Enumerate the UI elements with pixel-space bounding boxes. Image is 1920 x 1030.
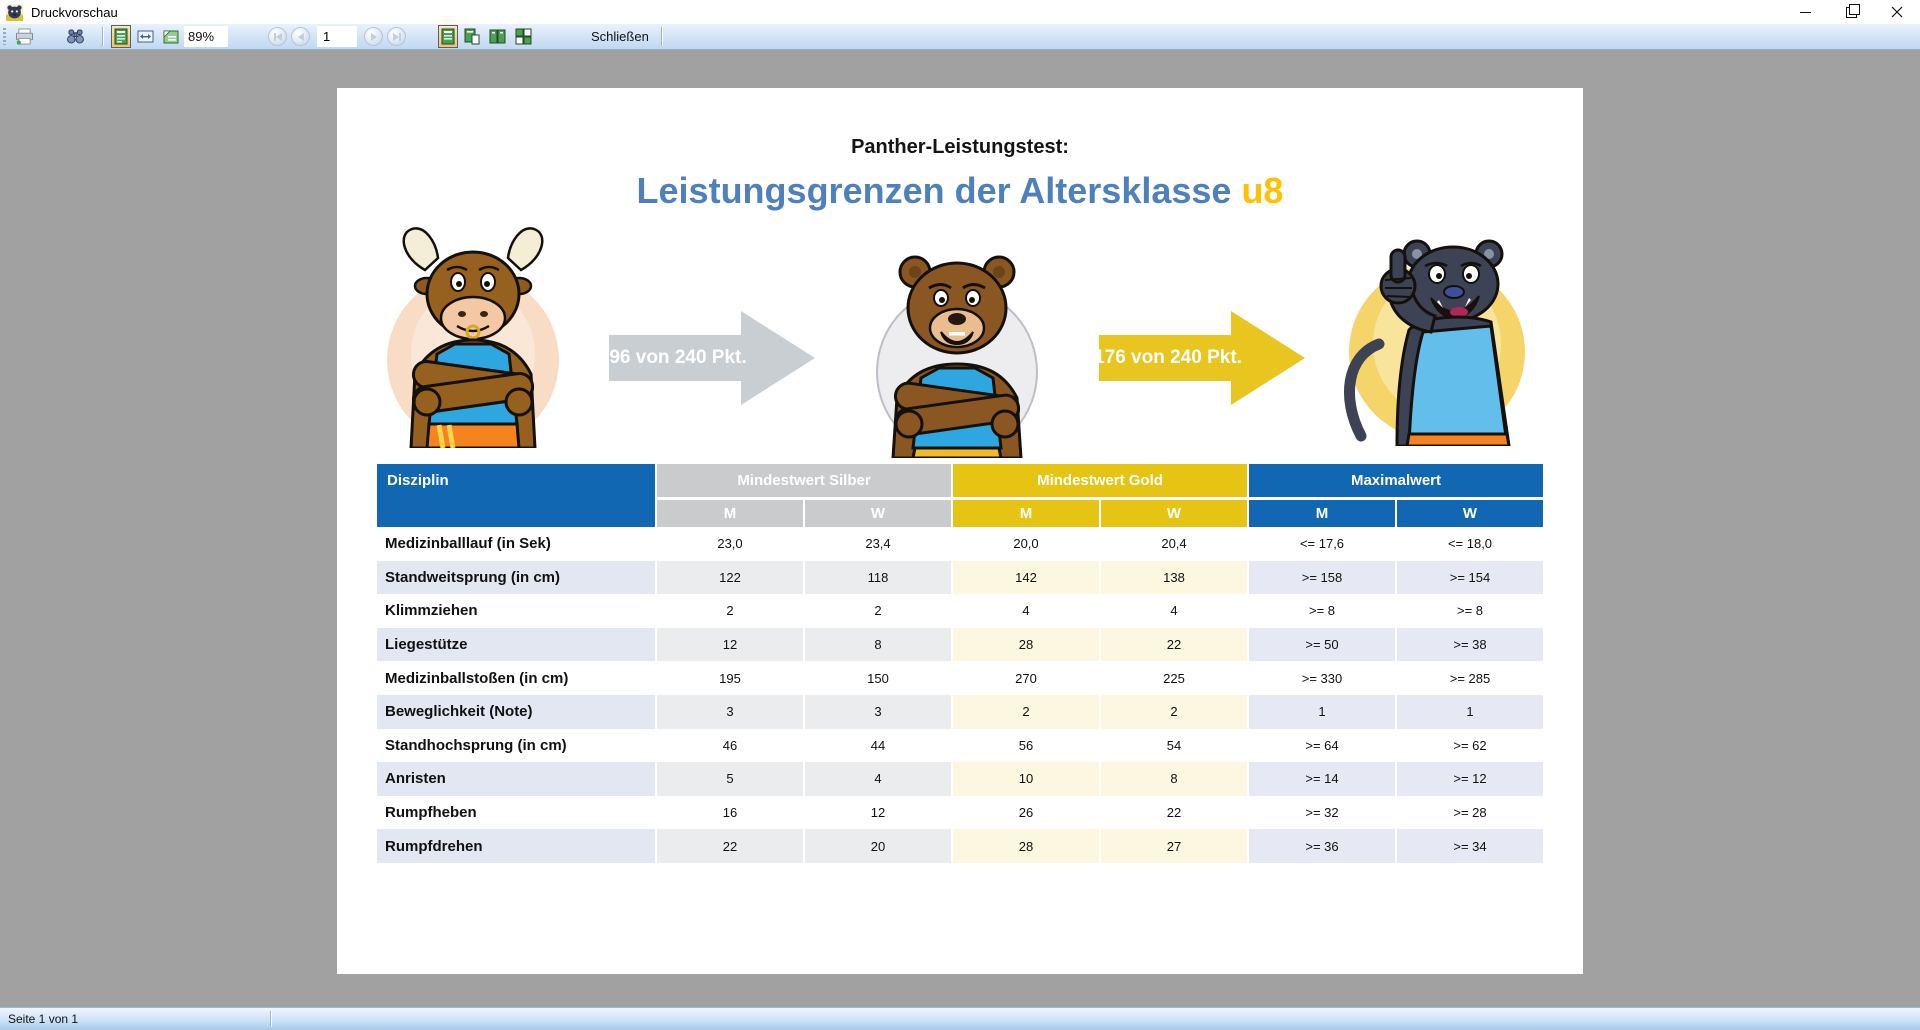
whole-page-icon bbox=[114, 28, 128, 45]
document-title bbox=[337, 170, 1583, 212]
caption-buttons bbox=[1782, 0, 1920, 24]
value-cell: 270 bbox=[1015, 670, 1037, 686]
find-button[interactable] bbox=[63, 25, 88, 48]
value-cell: 138 bbox=[1101, 561, 1247, 595]
value-cell: 8 bbox=[1101, 762, 1247, 796]
value-cell: 26 bbox=[1018, 805, 1034, 821]
bull-mascot bbox=[385, 222, 565, 448]
value-cell: 122 bbox=[657, 561, 803, 595]
value-cell: >= 38 bbox=[1397, 628, 1543, 662]
app-panther-icon bbox=[6, 4, 23, 21]
value-cell: 4 bbox=[1170, 603, 1178, 619]
value-cell: >= 8 bbox=[1308, 603, 1336, 619]
previous-page-icon bbox=[298, 33, 304, 41]
value-cell: 2 bbox=[953, 695, 1099, 729]
table-row bbox=[377, 628, 1543, 662]
value-cell: 1 bbox=[1249, 695, 1395, 729]
next-page-icon bbox=[371, 33, 377, 41]
value-cell: 56 bbox=[1018, 737, 1034, 753]
value-cell: 150 bbox=[867, 670, 889, 686]
value-cell: 23,0 bbox=[717, 536, 743, 552]
value-cell: >= 8 bbox=[1456, 603, 1484, 619]
value-cell: 118 bbox=[805, 561, 951, 595]
next-page-button[interactable] bbox=[364, 27, 383, 46]
last-page-button[interactable] bbox=[387, 27, 406, 46]
value-cell: 3 bbox=[805, 695, 951, 729]
age-class-label: u8 bbox=[1241, 170, 1284, 211]
restore-button[interactable] bbox=[1828, 0, 1874, 24]
table-row bbox=[377, 762, 1543, 796]
value-cell: >= 154 bbox=[1397, 561, 1543, 595]
value-cell: >= 32 bbox=[1305, 805, 1339, 821]
performance-table bbox=[377, 464, 1543, 863]
table-row bbox=[377, 661, 1543, 695]
document-page bbox=[337, 88, 1583, 974]
value-cell: 44 bbox=[870, 737, 886, 753]
layout-four-pages-button[interactable] bbox=[512, 25, 535, 48]
subheader-silver-m: M bbox=[657, 500, 803, 527]
group-header-max: Maximalwert bbox=[1249, 464, 1543, 497]
value-cell: 225 bbox=[1163, 670, 1185, 686]
subheader-gold-m: M bbox=[953, 500, 1099, 527]
group-header-gold: Mindestwert Gold bbox=[953, 464, 1247, 497]
discipline-cell: Medizinballlauf (in Sek) bbox=[385, 535, 551, 553]
value-cell: 2 bbox=[726, 603, 734, 619]
last-page-icon-bar bbox=[399, 33, 401, 41]
table-row bbox=[377, 729, 1543, 763]
facing-pages-icon bbox=[489, 28, 506, 45]
panther-mascot bbox=[1313, 236, 1541, 446]
two-pages-icon bbox=[464, 28, 480, 45]
titlebar bbox=[0, 0, 1920, 24]
page-status: Seite 1 von 1 bbox=[8, 1012, 79, 1026]
value-cell: 20,4 bbox=[1161, 536, 1187, 552]
table-row bbox=[377, 796, 1543, 830]
minimize-button[interactable] bbox=[1782, 0, 1828, 24]
group-header-silver: Mindestwert Silber bbox=[657, 464, 951, 497]
value-cell: 22 bbox=[1101, 628, 1247, 662]
value-cell: 20,0 bbox=[1013, 536, 1039, 552]
statusbar-separator bbox=[270, 1011, 271, 1027]
value-cell: 20 bbox=[805, 829, 951, 863]
value-cell: <= 18,0 bbox=[1447, 536, 1493, 552]
table-row bbox=[377, 829, 1543, 863]
value-cell: 12 bbox=[657, 628, 803, 662]
zoom-page-width-button[interactable] bbox=[134, 25, 157, 48]
value-cell: >= 64 bbox=[1305, 737, 1339, 753]
zoom-custom-button[interactable] bbox=[160, 25, 182, 48]
discipline-cell: Beweglichkeit (Note) bbox=[377, 695, 655, 729]
binoculars-icon bbox=[66, 29, 85, 44]
silver-arrow-label: 96 von 240 Pkt. bbox=[609, 347, 747, 368]
value-cell: 8 bbox=[805, 628, 951, 662]
discipline-cell: Rumpfheben bbox=[385, 804, 477, 822]
document-subtitle: Panther-Leistungstest: bbox=[851, 136, 1069, 158]
toolbar bbox=[0, 24, 1920, 50]
value-cell: >= 50 bbox=[1249, 628, 1395, 662]
value-cell: <= 17,6 bbox=[1299, 536, 1345, 552]
value-cell: 4 bbox=[805, 762, 951, 796]
gold-arrow-label: 176 von 240 Pkt. bbox=[1094, 347, 1242, 368]
value-cell: 2 bbox=[874, 603, 882, 619]
toolbar-separator bbox=[102, 27, 103, 46]
window-title: Druckvorschau bbox=[31, 4, 118, 20]
value-cell: >= 158 bbox=[1249, 561, 1395, 595]
layout-two-pages-button[interactable] bbox=[461, 25, 483, 48]
restore-icon bbox=[1846, 7, 1857, 18]
close-button[interactable] bbox=[1874, 0, 1920, 24]
value-cell: 28 bbox=[953, 829, 1099, 863]
subheader-silver-w: W bbox=[805, 500, 951, 527]
print-button[interactable] bbox=[12, 25, 37, 48]
close-icon bbox=[1891, 6, 1903, 18]
value-cell: >= 36 bbox=[1249, 829, 1395, 863]
table-header bbox=[377, 464, 1543, 527]
value-cell: 195 bbox=[719, 670, 741, 686]
value-cell: 22 bbox=[657, 829, 803, 863]
table-row bbox=[377, 561, 1543, 595]
value-cell: 28 bbox=[953, 628, 1099, 662]
discipline-cell: Medizinballstoßen (in cm) bbox=[385, 669, 569, 687]
value-cell: 1 bbox=[1397, 695, 1543, 729]
value-cell: 3 bbox=[657, 695, 803, 729]
discipline-cell: Standweitsprung (in cm) bbox=[377, 561, 655, 595]
one-page-icon bbox=[441, 28, 455, 45]
page-width-icon bbox=[137, 29, 154, 44]
value-cell: 22 bbox=[1166, 805, 1182, 821]
subheader-max-m: M bbox=[1249, 500, 1395, 527]
first-page-icon-arrow bbox=[276, 33, 282, 41]
subheader-gold-w: W bbox=[1101, 500, 1247, 527]
table-row bbox=[377, 527, 1543, 561]
layout-facing-pages-button[interactable] bbox=[486, 25, 509, 48]
value-cell: >= 62 bbox=[1453, 737, 1487, 753]
gold-progress-arrow bbox=[1094, 308, 1307, 408]
zoom-whole-page-button[interactable] bbox=[111, 25, 131, 48]
preview-workspace[interactable] bbox=[0, 50, 1920, 1008]
discipline-cell: Liegestütze bbox=[377, 628, 655, 662]
close-preview-button[interactable]: Schließen bbox=[591, 29, 649, 44]
value-cell: 54 bbox=[1166, 737, 1182, 753]
value-cell: 5 bbox=[657, 762, 803, 796]
discipline-cell: Anristen bbox=[377, 762, 655, 796]
value-cell: >= 14 bbox=[1249, 762, 1395, 796]
printer-icon bbox=[15, 28, 34, 45]
statusbar bbox=[0, 1007, 1920, 1030]
discipline-header: Disziplin bbox=[377, 464, 655, 527]
discipline-cell: Rumpfdrehen bbox=[377, 829, 655, 863]
value-cell: >= 285 bbox=[1449, 670, 1491, 686]
value-cell: >= 28 bbox=[1453, 805, 1487, 821]
value-cell: 23,4 bbox=[865, 536, 891, 552]
value-cell: >= 330 bbox=[1301, 670, 1343, 686]
zoom-level[interactable]: 89% bbox=[184, 26, 228, 47]
value-cell: 12 bbox=[870, 805, 886, 821]
toolbar-grip[interactable] bbox=[3, 28, 6, 45]
silver-progress-arrow bbox=[609, 308, 817, 408]
subheader-max-w: W bbox=[1397, 500, 1543, 527]
bear-mascot bbox=[863, 246, 1051, 458]
toolbar-separator-2 bbox=[661, 27, 662, 46]
discipline-cell: Standhochsprung (in cm) bbox=[385, 736, 567, 754]
zoom-page-icon bbox=[163, 29, 179, 45]
table-row bbox=[377, 695, 1543, 729]
value-cell: 16 bbox=[722, 805, 738, 821]
four-pages-icon bbox=[515, 28, 532, 45]
document-title-text: Leistungsgrenzen der Altersklasse bbox=[636, 170, 1232, 211]
page-number-input[interactable] bbox=[317, 26, 357, 47]
first-page-button[interactable] bbox=[268, 27, 287, 46]
value-cell: 27 bbox=[1101, 829, 1247, 863]
table-row bbox=[377, 594, 1543, 628]
value-cell: 142 bbox=[953, 561, 1099, 595]
table-body bbox=[377, 527, 1543, 863]
previous-page-button[interactable] bbox=[291, 27, 310, 46]
value-cell: 2 bbox=[1101, 695, 1247, 729]
value-cell: >= 34 bbox=[1397, 829, 1543, 863]
value-cell: 10 bbox=[953, 762, 1099, 796]
value-cell: >= 12 bbox=[1397, 762, 1543, 796]
layout-one-page-button[interactable] bbox=[438, 25, 458, 48]
value-cell: 4 bbox=[1022, 603, 1030, 619]
value-cell: 46 bbox=[722, 737, 738, 753]
discipline-cell: Klimmziehen bbox=[385, 602, 478, 620]
minimize-icon bbox=[1800, 12, 1811, 13]
